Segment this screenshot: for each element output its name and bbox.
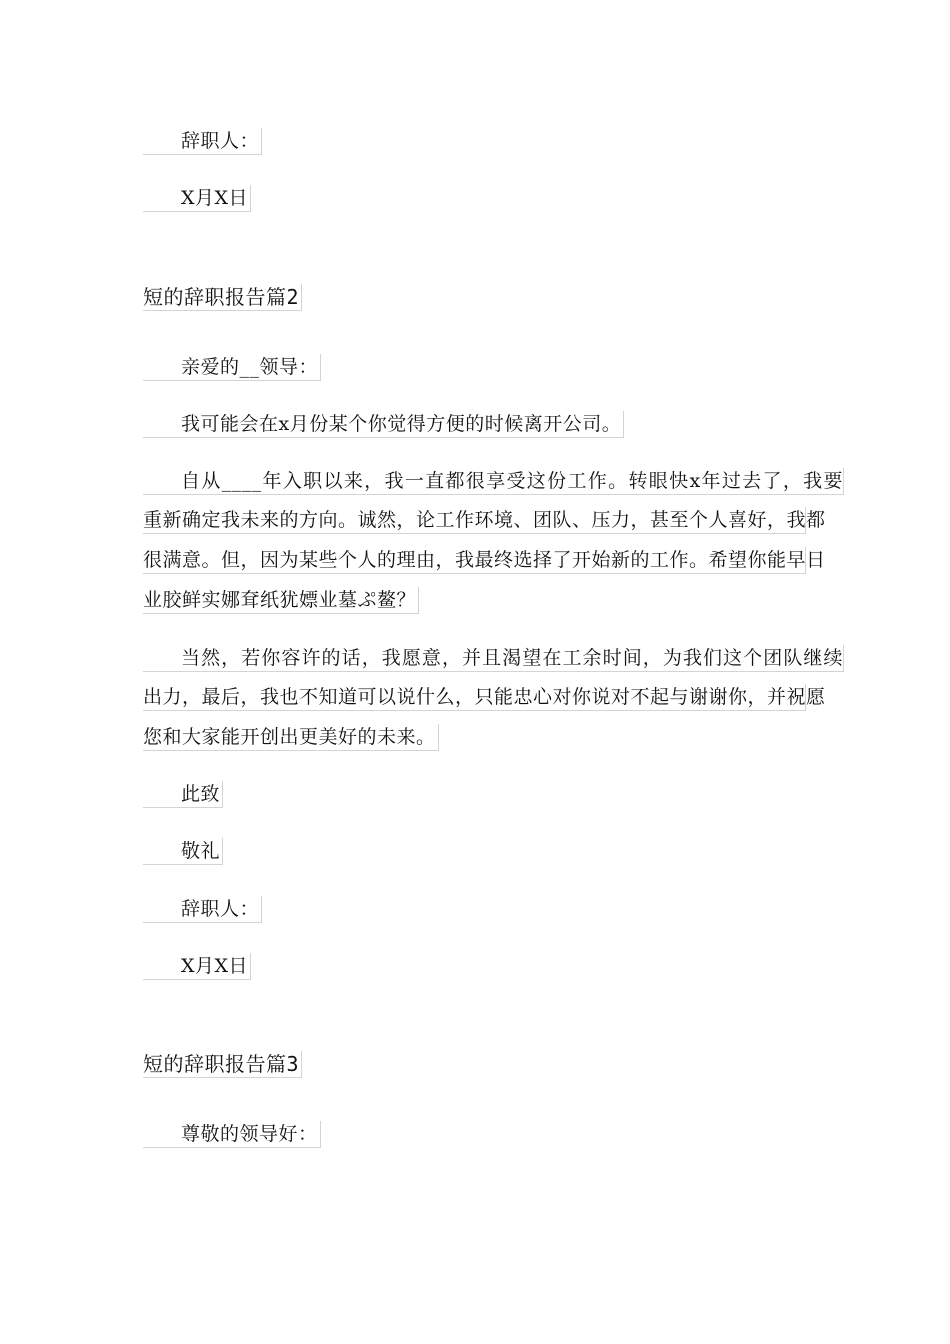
paragraph-leave-notice: 我可能会在x月份某个你觉得方便的时候离开公司。: [143, 411, 624, 438]
section-title: 短的辞职报告篇2: [143, 284, 302, 311]
paragraph-line: 业胶鲜实娜耷纸犹嫖业墓ぷ鳌？: [143, 587, 419, 614]
resigner-label: 辞职人：: [143, 128, 262, 155]
paragraph-line: 重新确定我未来的方向。诚然，论工作环境、团队、压力，甚至个人喜好，我都: [143, 507, 806, 534]
date-line: X月X日: [143, 953, 251, 980]
paragraph-line: 出力，最后，我也不知道可以说什么，只能忠心对你说对不起与谢谢你，并祝愿: [143, 684, 806, 711]
paragraph-line: 自从____年入职以来，我一直都很享受这份工作。转眼快x年过去了，我要: [143, 468, 844, 495]
resigner-label: 辞职人：: [143, 896, 262, 923]
closing-line-2: 敬礼: [143, 838, 223, 865]
paragraph-line: 很满意。但，因为某些个人的理由，我最终选择了开始新的工作。希望你能早日: [143, 547, 806, 574]
paragraph-line: 您和大家能开创出更美好的未来。: [143, 724, 439, 751]
salutation: 尊敬的领导好：: [143, 1121, 321, 1148]
closing-line-1: 此致: [143, 781, 223, 808]
salutation: 亲爱的__领导：: [143, 354, 321, 381]
section-title: 短的辞职报告篇3: [143, 1051, 302, 1078]
paragraph-line: 当然，若你容许的话，我愿意，并且渴望在工余时间，为我们这个团队继续: [143, 645, 844, 672]
date-line: X月X日: [143, 185, 251, 212]
